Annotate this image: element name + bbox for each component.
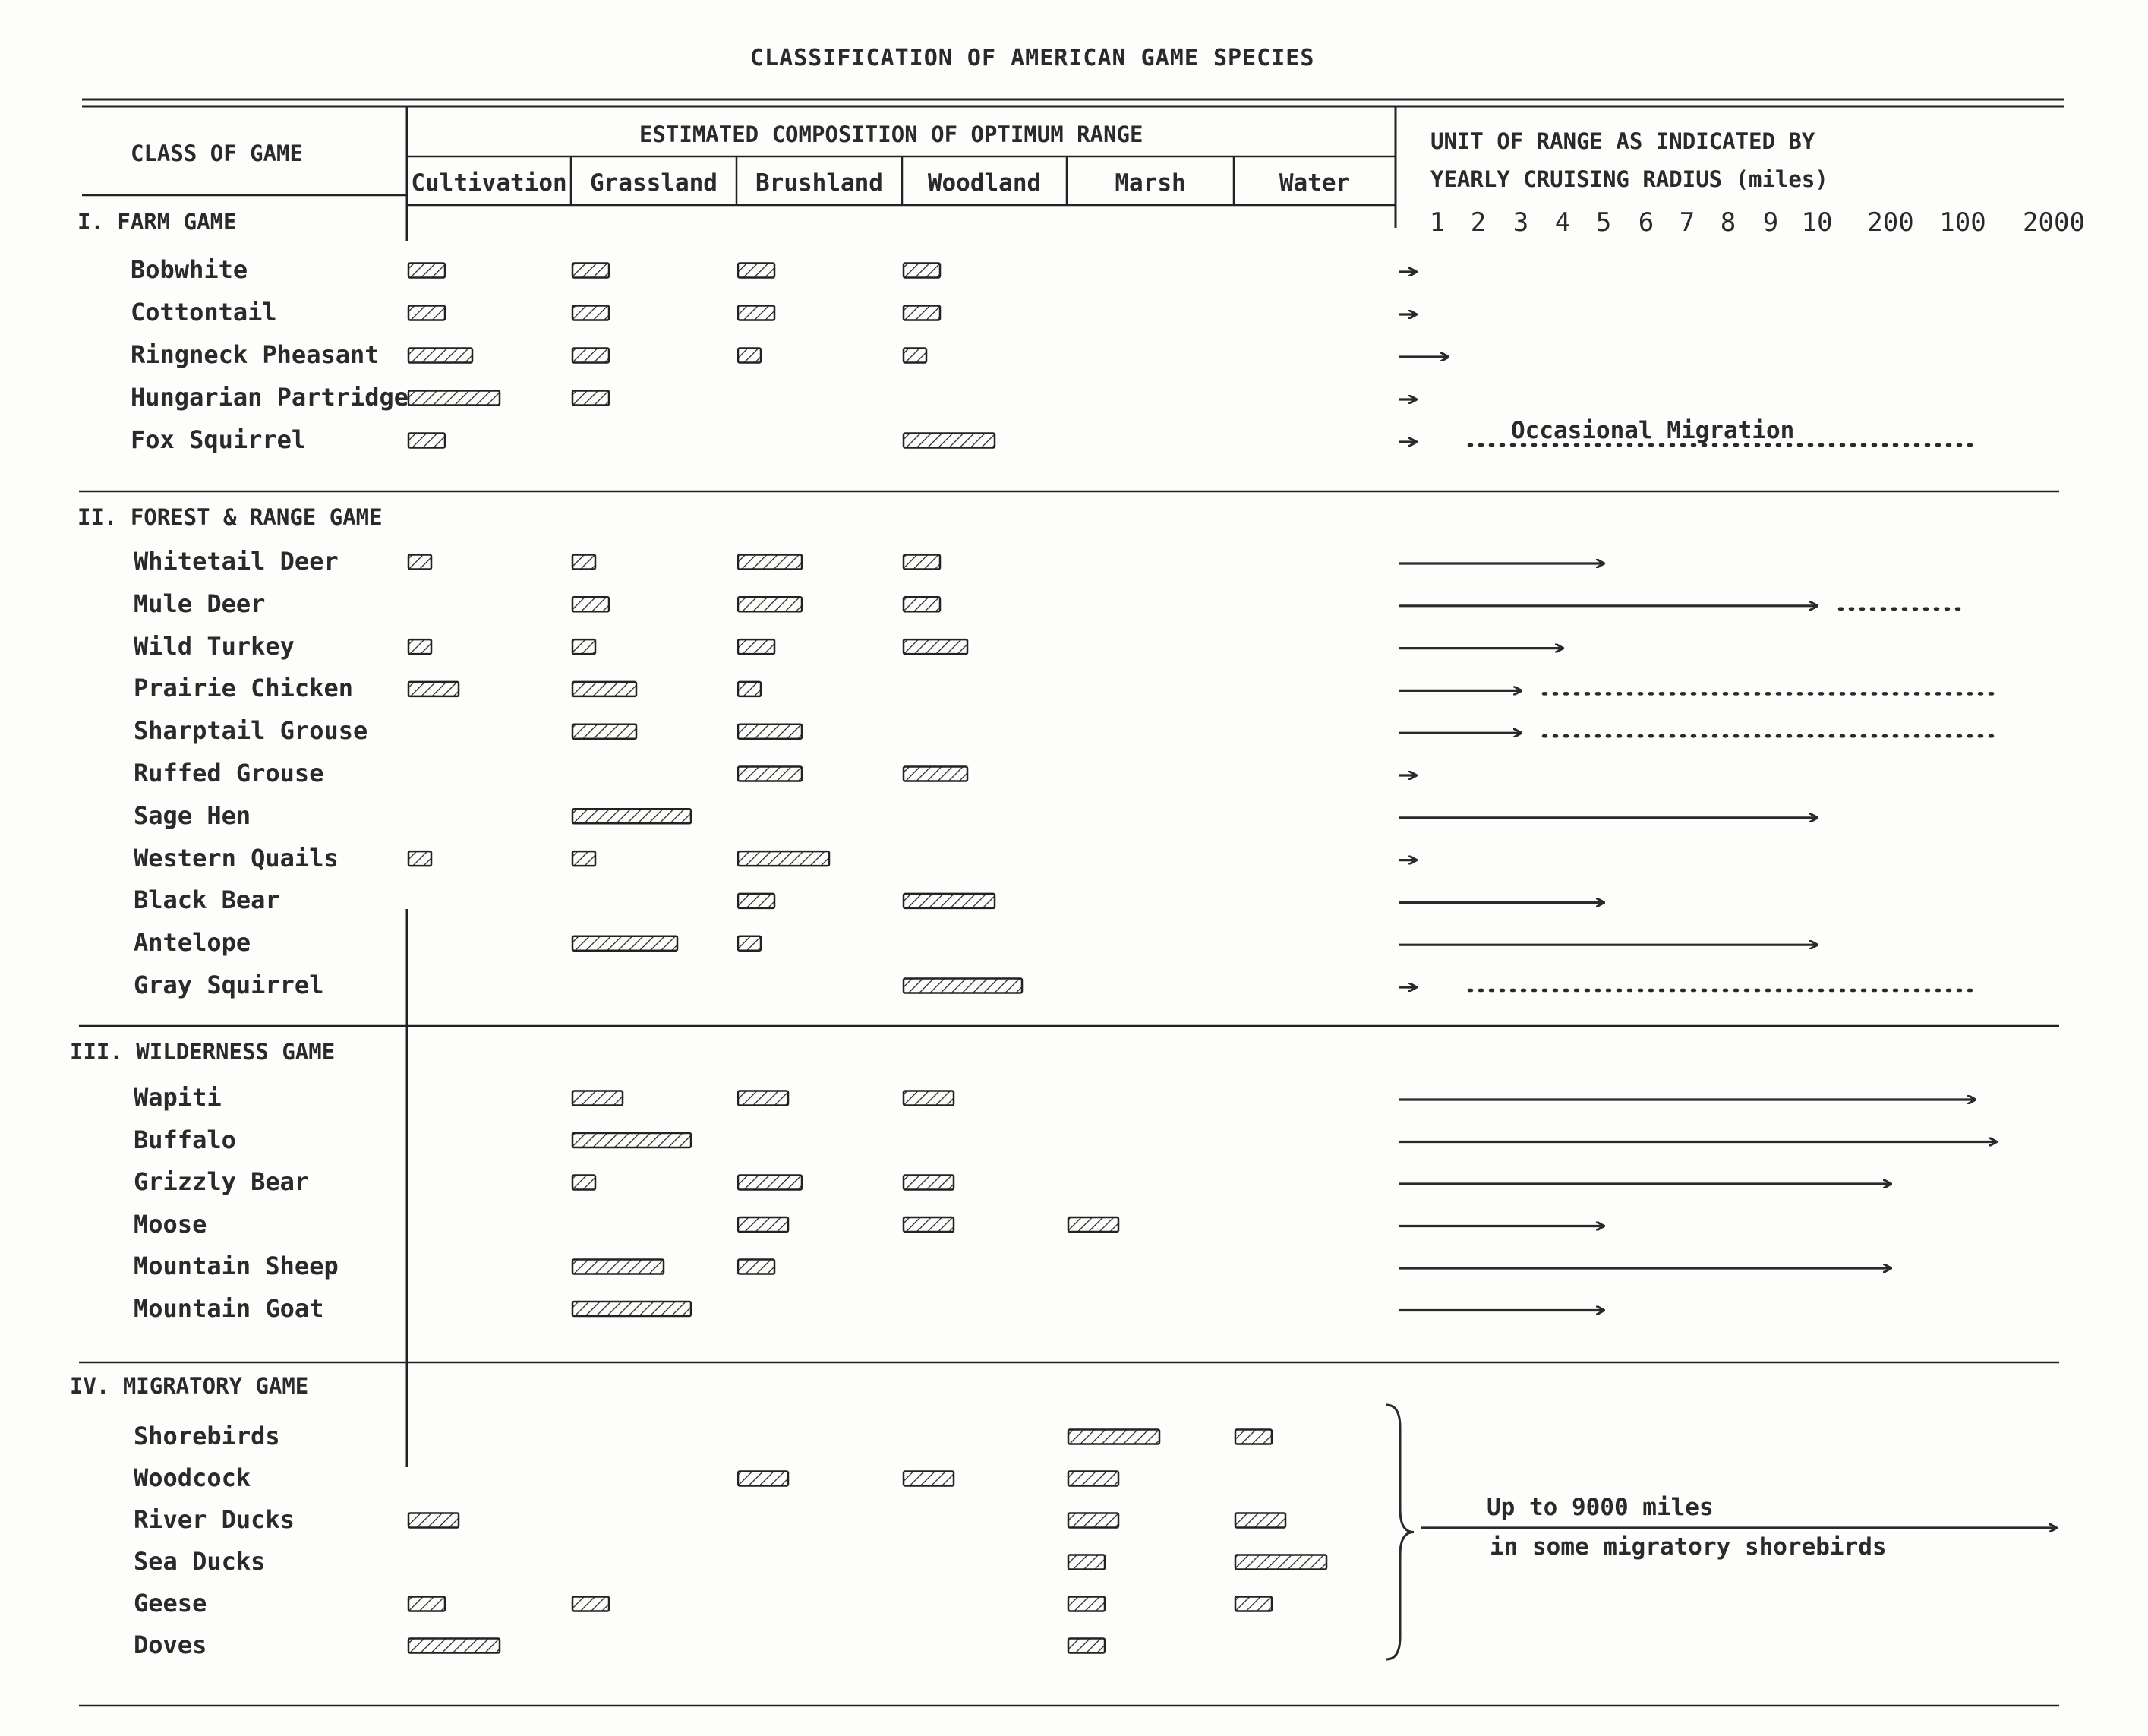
composition-bar xyxy=(1235,1513,1285,1528)
composition-bar xyxy=(572,851,595,866)
column-header-brushland: Brushland xyxy=(755,169,883,197)
species-label: Antelope xyxy=(134,928,251,958)
migratory-note-line-2: in some migratory shorebirds xyxy=(1490,1533,1887,1561)
range-header-line-2: YEARLY CRUISING RADIUS (miles) xyxy=(1430,166,1828,192)
composition-bar xyxy=(408,1513,459,1528)
composition-bar xyxy=(738,639,774,654)
range-tick-label: 6 xyxy=(1638,207,1654,238)
species-label: Moose xyxy=(134,1209,207,1239)
composition-bar xyxy=(572,555,595,570)
composition-bar xyxy=(1068,1217,1118,1232)
composition-bar xyxy=(904,1091,954,1106)
row-header: CLASS OF GAME xyxy=(131,140,303,166)
composition-bar xyxy=(738,264,774,278)
composition-bar xyxy=(408,1597,445,1611)
composition-bar xyxy=(408,264,445,278)
composition-bar xyxy=(738,767,802,781)
species-label: Gray Squirrel xyxy=(134,971,324,999)
composition-bar xyxy=(738,555,802,570)
range-tick-label: 2 xyxy=(1470,207,1487,238)
species-label: Geese xyxy=(134,1589,207,1618)
composition-bar xyxy=(572,306,609,320)
composition-bar xyxy=(904,979,1022,993)
composition-bar xyxy=(738,1260,774,1274)
composition-bar xyxy=(408,682,459,696)
species-label: Ruffed Grouse xyxy=(134,759,324,788)
composition-bar xyxy=(572,264,609,278)
species-label: Sage Hen xyxy=(134,800,251,830)
species-label: Ringneck Pheasant xyxy=(131,340,380,369)
species-label: River Ducks xyxy=(134,1505,295,1534)
composition-bar xyxy=(904,894,995,908)
column-header-woodland: Woodland xyxy=(927,169,1042,197)
range-tick-label: 1 xyxy=(1429,207,1446,238)
species-label: Shorebirds xyxy=(134,1422,280,1450)
composition-bar xyxy=(572,639,595,654)
composition-bar xyxy=(738,724,802,739)
column-header-grassland: Grassland xyxy=(590,169,718,197)
composition-bar xyxy=(738,682,761,696)
composition-bar xyxy=(572,1133,691,1147)
composition-bar xyxy=(408,639,431,654)
column-header-marsh: Marsh xyxy=(1115,169,1186,197)
species-label: Mountain Sheep xyxy=(134,1251,339,1280)
composition-bar xyxy=(572,391,609,406)
species-label: Mountain Goat xyxy=(134,1293,324,1323)
composition-bar xyxy=(1235,1430,1272,1444)
group-title: II. FOREST & RANGE GAME xyxy=(77,504,383,530)
composition-bar xyxy=(738,1472,788,1486)
species-label: Doves xyxy=(134,1630,207,1659)
composition-bar xyxy=(738,1176,802,1190)
species-label: Sharptail Grouse xyxy=(134,716,368,746)
group-title: I. FARM GAME xyxy=(77,209,237,235)
composition-bar xyxy=(904,639,967,654)
composition-bar xyxy=(572,809,691,823)
species-label: Cottontail xyxy=(131,298,277,327)
composition-bar xyxy=(1235,1597,1272,1611)
range-tick-label: 100 xyxy=(1939,207,1986,238)
range-tick-label: 10 xyxy=(1801,207,1833,238)
species-label: Buffalo xyxy=(134,1125,236,1154)
composition-bar xyxy=(904,306,940,320)
composition-bar xyxy=(408,555,431,570)
composition-bar xyxy=(572,597,609,611)
composition-bar xyxy=(738,1091,788,1106)
composition-bar xyxy=(408,434,445,448)
species-label: Hungarian Partridge xyxy=(131,383,409,412)
composition-bar xyxy=(904,1472,954,1486)
species-label: Whitetail Deer xyxy=(134,547,339,576)
range-tick-label: 9 xyxy=(1762,207,1779,238)
composition-bar xyxy=(408,851,431,866)
range-tick-label: 4 xyxy=(1554,207,1571,238)
composition-bar xyxy=(738,936,761,951)
composition-bar xyxy=(572,1597,609,1611)
composition-bar xyxy=(904,349,926,363)
composition-bar xyxy=(408,391,500,406)
migratory-brace xyxy=(1386,1405,1414,1659)
composition-bar xyxy=(904,555,940,570)
composition-bar xyxy=(1068,1555,1105,1570)
composition-bar xyxy=(738,597,802,611)
species-label: Bobwhite xyxy=(131,255,248,284)
species-label: Fox Squirrel xyxy=(131,425,307,454)
composition-bar xyxy=(572,1302,691,1316)
composition-bar xyxy=(1068,1639,1105,1653)
composition-bar xyxy=(904,434,995,448)
species-label: Sea Ducks xyxy=(134,1547,266,1576)
composition-bar xyxy=(738,349,761,363)
composition-bar xyxy=(904,264,940,278)
species-label: Grizzly Bear xyxy=(134,1167,310,1196)
species-label: Western Quails xyxy=(134,843,339,873)
range-header-line-1: UNIT OF RANGE AS INDICATED BY xyxy=(1430,128,1815,154)
composition-bar xyxy=(572,682,636,696)
composition-header: ESTIMATED COMPOSITION OF OPTIMUM RANGE xyxy=(639,122,1143,147)
range-tick-label: 5 xyxy=(1595,207,1612,238)
range-tick-label: 200 xyxy=(1867,207,1914,238)
range-arrows xyxy=(1386,272,2056,1659)
composition-bar xyxy=(738,306,774,320)
occasional-migration-note: Occasional Migration xyxy=(1511,417,1795,444)
species-label: Prairie Chicken xyxy=(134,674,353,703)
composition-bar xyxy=(408,349,472,363)
species-label: Woodcock xyxy=(134,1463,251,1492)
composition-bars xyxy=(408,264,1326,1653)
composition-bar xyxy=(738,894,774,908)
composition-bar xyxy=(904,1217,954,1232)
chart-title: CLASSIFICATION OF AMERICAN GAME SPECIES xyxy=(750,45,1315,71)
range-tick-label: 2000 xyxy=(2023,207,2085,238)
composition-bar xyxy=(572,1091,623,1106)
composition-bar xyxy=(904,597,940,611)
composition-bar xyxy=(1068,1430,1159,1444)
composition-bar xyxy=(1068,1472,1118,1486)
composition-bar xyxy=(738,851,829,866)
range-tick-label: 3 xyxy=(1512,207,1529,238)
group-title: III. WILDERNESS GAME xyxy=(70,1039,336,1065)
composition-bar xyxy=(572,1260,664,1274)
composition-bar xyxy=(1068,1597,1105,1611)
composition-bar xyxy=(1235,1555,1326,1570)
composition-bar xyxy=(904,767,967,781)
species-label: Black Bear xyxy=(134,885,280,915)
composition-bar xyxy=(904,1176,954,1190)
species-label: Wild Turkey xyxy=(134,631,295,661)
composition-bar xyxy=(738,1217,788,1232)
composition-bar xyxy=(572,349,609,363)
column-header-cultivation: Cultivation xyxy=(411,169,567,197)
composition-bar xyxy=(408,1639,500,1653)
composition-bar xyxy=(572,936,677,951)
range-tick-label: 7 xyxy=(1679,207,1695,238)
species-label: Mule Deer xyxy=(134,589,266,618)
group-title: IV. MIGRATORY GAME xyxy=(70,1373,309,1399)
composition-bar xyxy=(572,1176,595,1190)
migratory-note-line-1: Up to 9000 miles xyxy=(1487,1494,1714,1521)
column-header-water: Water xyxy=(1279,169,1351,197)
species-label: Wapiti xyxy=(134,1083,222,1112)
composition-bar xyxy=(408,306,445,320)
composition-bar xyxy=(572,724,636,739)
range-tick-label: 8 xyxy=(1720,207,1736,238)
composition-bar xyxy=(1068,1513,1118,1528)
